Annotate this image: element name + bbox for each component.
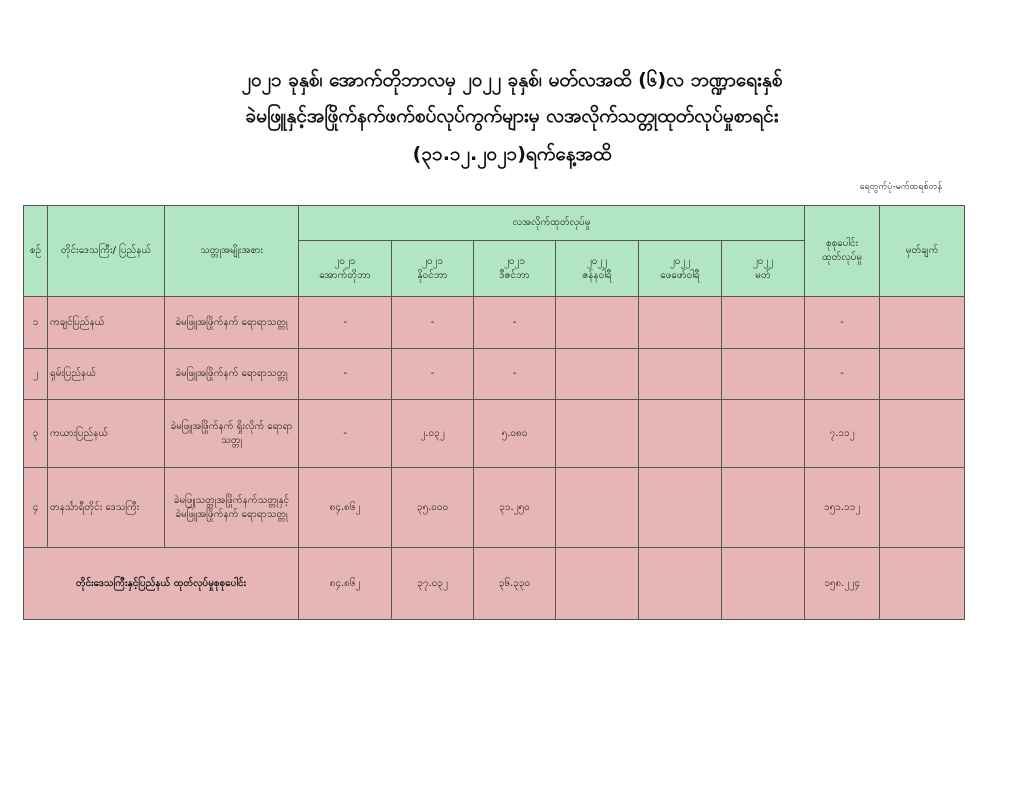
cell-month-1: ၈၄.၈၆၂ (299, 468, 392, 548)
month-year: ၂၀၂၂ (752, 255, 774, 267)
total-grand: ၁၅၈.၂၂၄ (805, 548, 880, 620)
title-line-2: ခဲမဖြူနှင့်အဖြိုက်နက်ဖက်စပ်လုပ်ကွက်များမှ လအလိုက်သတ္တုထုတ်လုပ်မှုစာရင်း (245, 105, 779, 127)
cell-month-4 (556, 297, 639, 349)
total-month-4 (556, 548, 639, 620)
cell-month-1: - (299, 400, 392, 468)
cell-month-4 (556, 400, 639, 468)
cell-month-5 (639, 468, 722, 548)
header-monthly: လအလိုက်ထုတ်လုပ်မှု (299, 206, 805, 241)
total-month-2: ၃၇.၀၃၂ (392, 548, 474, 620)
month-name: အောက်တိုဘာ (319, 269, 371, 281)
month-year: ၂၀၂၂ (669, 255, 691, 267)
cell-mineral: ခဲမဖြူအဖြိုက်နက် ရှိုးလိုက် ရောရာသတ္တု (165, 400, 299, 468)
cell-month-5 (639, 400, 722, 468)
month-year: ၂၀၂၂ (586, 255, 608, 267)
cell-region: ကယားပြည်နယ် (48, 400, 165, 468)
cell-month-6 (722, 468, 805, 548)
cell-total: ၁၅၁.၁၁၂ (805, 468, 880, 548)
cell-month-2: ၃၅.၀၀၀ (392, 468, 474, 548)
production-table (23, 205, 965, 620)
header-month-2 (392, 241, 474, 297)
cell-no: ၄ (24, 468, 48, 548)
total-label: တိုင်းဒေသကြီးနှင့်ပြည်နယ် ထုတ်လုပ်မှုစုစုပေါင်း (24, 548, 299, 620)
cell-total: ၇.၁၁၂ (805, 400, 880, 468)
cell-total: - (805, 349, 880, 400)
table-row (24, 400, 965, 468)
total-remark (880, 548, 965, 620)
table-row (24, 349, 965, 400)
month-name: နိုဝင်ဘာ (417, 269, 448, 281)
cell-mineral: ခဲမဖြူသတ္တုအဖြိုက်နက်သတ္တုနှင့် ခဲမဖြူအဖြိုက်နက် ရောရာသတ္တု (165, 468, 299, 548)
cell-remark (880, 468, 965, 548)
total-month-3: ၃၆.၃၃၀ (474, 548, 556, 620)
title-line-1: ၂၀၂၁ ခုနှစ်၊ အောက်တိုဘာလမှ ၂၀၂၂ ခုနှစ်၊ မတ်လအထိ (၆)လ ဘဏ္ဍာရေးနှစ် (241, 69, 783, 91)
header-month-6 (722, 241, 805, 297)
header-month-1 (299, 241, 392, 297)
cell-month-2: - (392, 349, 474, 400)
cell-mineral: ခဲမဖြူအဖြိုက်နက် ရောရာသတ္တု (165, 297, 299, 349)
cell-month-5 (639, 349, 722, 400)
table-row (24, 468, 965, 548)
header-region: တိုင်းဒေသကြီး/ ပြည်နယ် (48, 206, 165, 297)
cell-month-3: - (474, 349, 556, 400)
table-row (24, 297, 965, 349)
cell-region: ရှမ်းပြည်နယ် (48, 349, 165, 400)
cell-month-1: - (299, 349, 392, 400)
cell-month-6 (722, 349, 805, 400)
cell-remark (880, 349, 965, 400)
cell-month-6 (722, 400, 805, 468)
month-year: ၂၀၂၁ (421, 255, 444, 267)
cell-remark (880, 400, 965, 468)
header-month-5 (639, 241, 722, 297)
total-month-6 (722, 548, 805, 620)
unit-note: ရေတွက်ပုံ-မက်ထရစ်တန် (859, 182, 942, 192)
header-month-4 (556, 241, 639, 297)
total-row (24, 548, 965, 620)
total-month-1: ၈၄.၈၆၂ (299, 548, 392, 620)
cell-month-2: - (392, 297, 474, 349)
total-month-5 (639, 548, 722, 620)
cell-month-4 (556, 468, 639, 548)
cell-no: ၃ (24, 400, 48, 468)
cell-mineral: ခဲမဖြူအဖြိုက်နက် ရောရာသတ္တု (165, 349, 299, 400)
header-total: စုစုပေါင်း ထုတ်လုပ်မှု (805, 206, 880, 297)
month-name: မတ် (755, 269, 771, 281)
cell-month-1: - (299, 297, 392, 349)
cell-month-3: ၅.၀၈၀ (474, 400, 556, 468)
cell-region: ကချင်ပြည်နယ် (48, 297, 165, 349)
month-name: ဒီဇင်ဘာ (499, 269, 530, 281)
cell-month-2: ၂.၀၃၂ (392, 400, 474, 468)
cell-month-4 (556, 349, 639, 400)
header-no: စဉ် (24, 206, 48, 297)
cell-month-6 (722, 297, 805, 349)
header-remark: မှတ်ချက် (880, 206, 965, 297)
cell-no: ၁ (24, 297, 48, 349)
cell-total: - (805, 297, 880, 349)
cell-remark (880, 297, 965, 349)
month-name: ဇန်နဝါရီ (582, 269, 612, 281)
month-name: ဖေဖော်ဝါရီ (660, 269, 700, 281)
header-mineral: သတ္တုအမျိုးအစား (165, 206, 299, 297)
month-year: ၂၀၂၁ (334, 255, 356, 267)
cell-region: တနင်္သာရီတိုင်း ဒေသကြီး (48, 468, 165, 548)
cell-month-3: ၃၁.၂၅၀ (474, 468, 556, 548)
month-year: ၂၀၂၁ (503, 255, 526, 267)
cell-no: ၂ (24, 349, 48, 400)
cell-month-3: - (474, 297, 556, 349)
header-month-3 (474, 241, 556, 297)
cell-month-5 (639, 297, 722, 349)
title-line-3: (၃၁.၁၂.၂၀၂၁)ရက်နေ့အထိ (412, 143, 612, 165)
